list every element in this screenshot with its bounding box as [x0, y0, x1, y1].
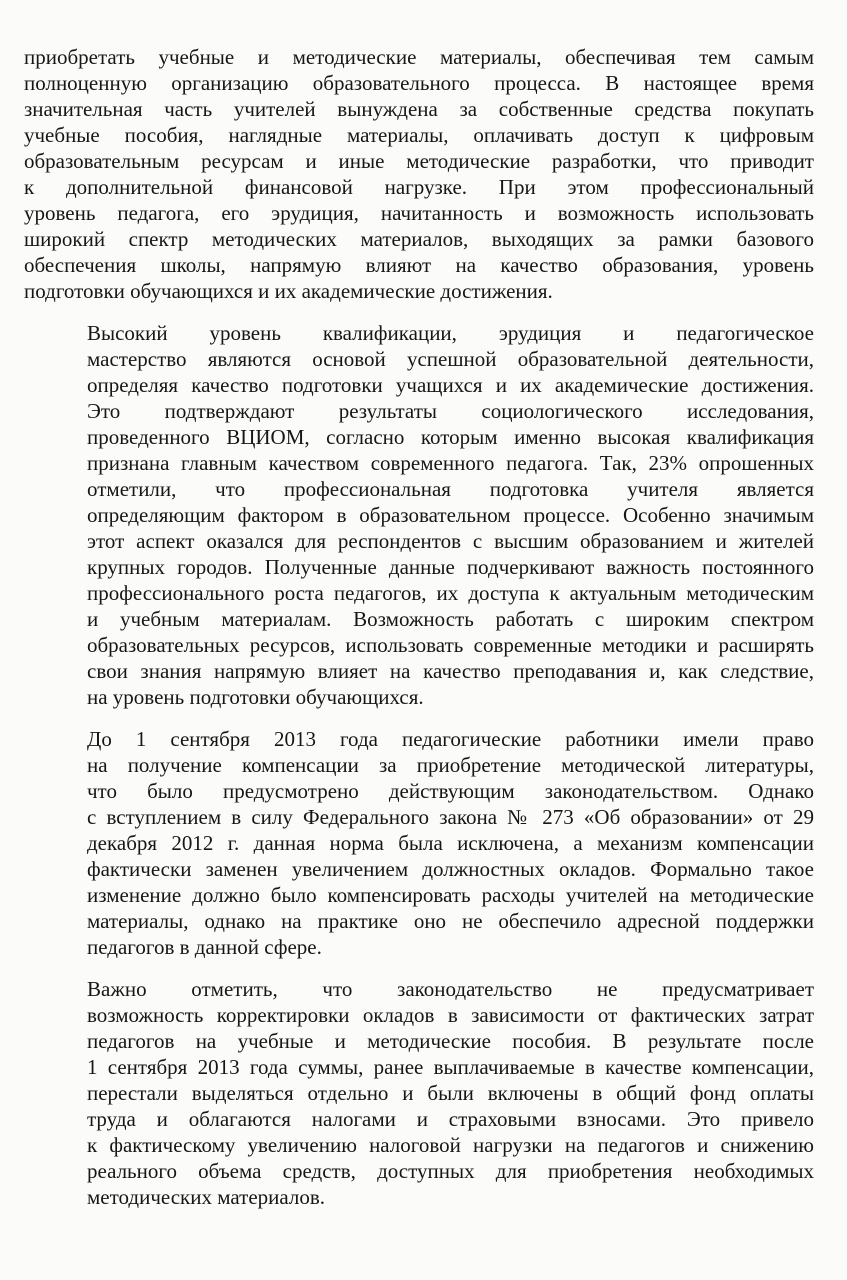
- text-line: образовательным ресурсам и иные методические разработки, что приводит: [24, 149, 814, 173]
- text-line: декабря 2012 г. данная норма была исключена, а механизм компенсации: [87, 831, 814, 855]
- text-line: проведенного ВЦИОМ, согласно которым именно высокая квалификация: [87, 425, 814, 449]
- text-line: Высокий уровень квалификации, эрудиция и педагогическое: [87, 321, 814, 345]
- text-line: изменение должно было компенсировать расходы учителей на методические: [87, 883, 814, 907]
- text-line: труда и облагаются налогами и страховыми взносами. Это привело: [87, 1107, 814, 1131]
- text-line: приобретать учебные и методические материалы, обеспечивая тем самым: [24, 45, 814, 69]
- text-line: что было предусмотрено действующим законодательством. Однако: [87, 779, 814, 803]
- text-line: на уровень подготовки обучающихся.: [87, 685, 424, 709]
- paragraph-4: [24, 976, 814, 1210]
- text-line: До 1 сентября 2013 года педагогические работники имели право: [87, 727, 814, 751]
- text-line: Важно отметить, что законодательство не предусматривает: [87, 977, 814, 1001]
- text-line: обеспечения школы, напрямую влияют на качество образования, уровень: [24, 253, 814, 277]
- text-line: фактически заменен увеличением должностных окладов. Формально такое: [87, 857, 814, 881]
- text-line: широкий спектр методических материалов, выходящих за рамки базового: [24, 227, 814, 251]
- text-line: уровень педагога, его эрудиция, начитанность и возможность использовать: [24, 201, 814, 225]
- text-line: перестали выделяться отдельно и были включены в общий фонд оплаты: [87, 1081, 814, 1105]
- text-line: мастерство являются основой успешной образовательной деятельности,: [87, 347, 814, 371]
- text-line: методических материалов.: [87, 1185, 326, 1209]
- text-line: Это подтверждают результаты социологического исследования,: [87, 399, 814, 423]
- text-line: педагогов в данной сфере.: [87, 935, 322, 959]
- text-line: педагогов на учебные и методические пособия. В результате после: [87, 1029, 814, 1053]
- text-line: образовательных ресурсов, использовать современные методики и расширять: [87, 633, 814, 657]
- text-line: крупных городов. Полученные данные подчеркивают важность постоянного: [87, 555, 814, 579]
- text-line: с вступлением в силу Федерального закона № 273 «Об образовании» от 29: [87, 805, 814, 829]
- text-line: подготовки обучающихся и их академические достижения.: [24, 279, 553, 303]
- text-line: этот аспект оказался для респондентов с высшим образованием и жителей: [87, 529, 814, 553]
- text-line: определяющим фактором в образовательном процессе. Особенно значимым: [87, 503, 814, 527]
- text-line: и учебным материалам. Возможность работать с широким спектром: [87, 607, 814, 631]
- text-line: определяя качество подготовки учащихся и их академические достижения.: [87, 373, 814, 397]
- text-line: возможность корректировки окладов в зависимости от фактических затрат: [87, 1003, 814, 1027]
- text-line: к дополнительной финансовой нагрузке. При этом профессиональный: [24, 175, 814, 199]
- text-line: значительная часть учителей вынуждена за собственные средства покупать: [24, 97, 814, 121]
- text-line: профессионального роста педагогов, их доступа к актуальным методическим: [87, 581, 814, 605]
- paragraph-3: [24, 726, 814, 960]
- text-line: 1 сентября 2013 года суммы, ранее выплачиваемые в качестве компенсации,: [87, 1055, 814, 1079]
- text-line: к фактическому увеличению налоговой нагрузки на педагогов и снижению: [87, 1133, 814, 1157]
- paragraph-2: [24, 320, 814, 710]
- text-line: полноценную организацию образовательного процесса. В настоящее время: [24, 71, 814, 95]
- paragraph-1: [24, 44, 814, 304]
- text-line: материалы, однако на практике оно не обеспечило адресной поддержки: [87, 909, 814, 933]
- text-line: отметили, что профессиональная подготовка учителя является: [87, 477, 814, 501]
- text-line: реального объема средств, доступных для приобретения необходимых: [87, 1159, 814, 1183]
- text-line: на получение компенсации за приобретение методической литературы,: [87, 753, 814, 777]
- text-line: учебные пособия, наглядные материалы, оплачивать доступ к цифровым: [24, 123, 814, 147]
- text-line: свои знания напрямую влияет на качество преподавания и, как следствие,: [87, 659, 814, 683]
- text-line: признана главным качеством современного педагога. Так, 23% опрошенных: [87, 451, 814, 475]
